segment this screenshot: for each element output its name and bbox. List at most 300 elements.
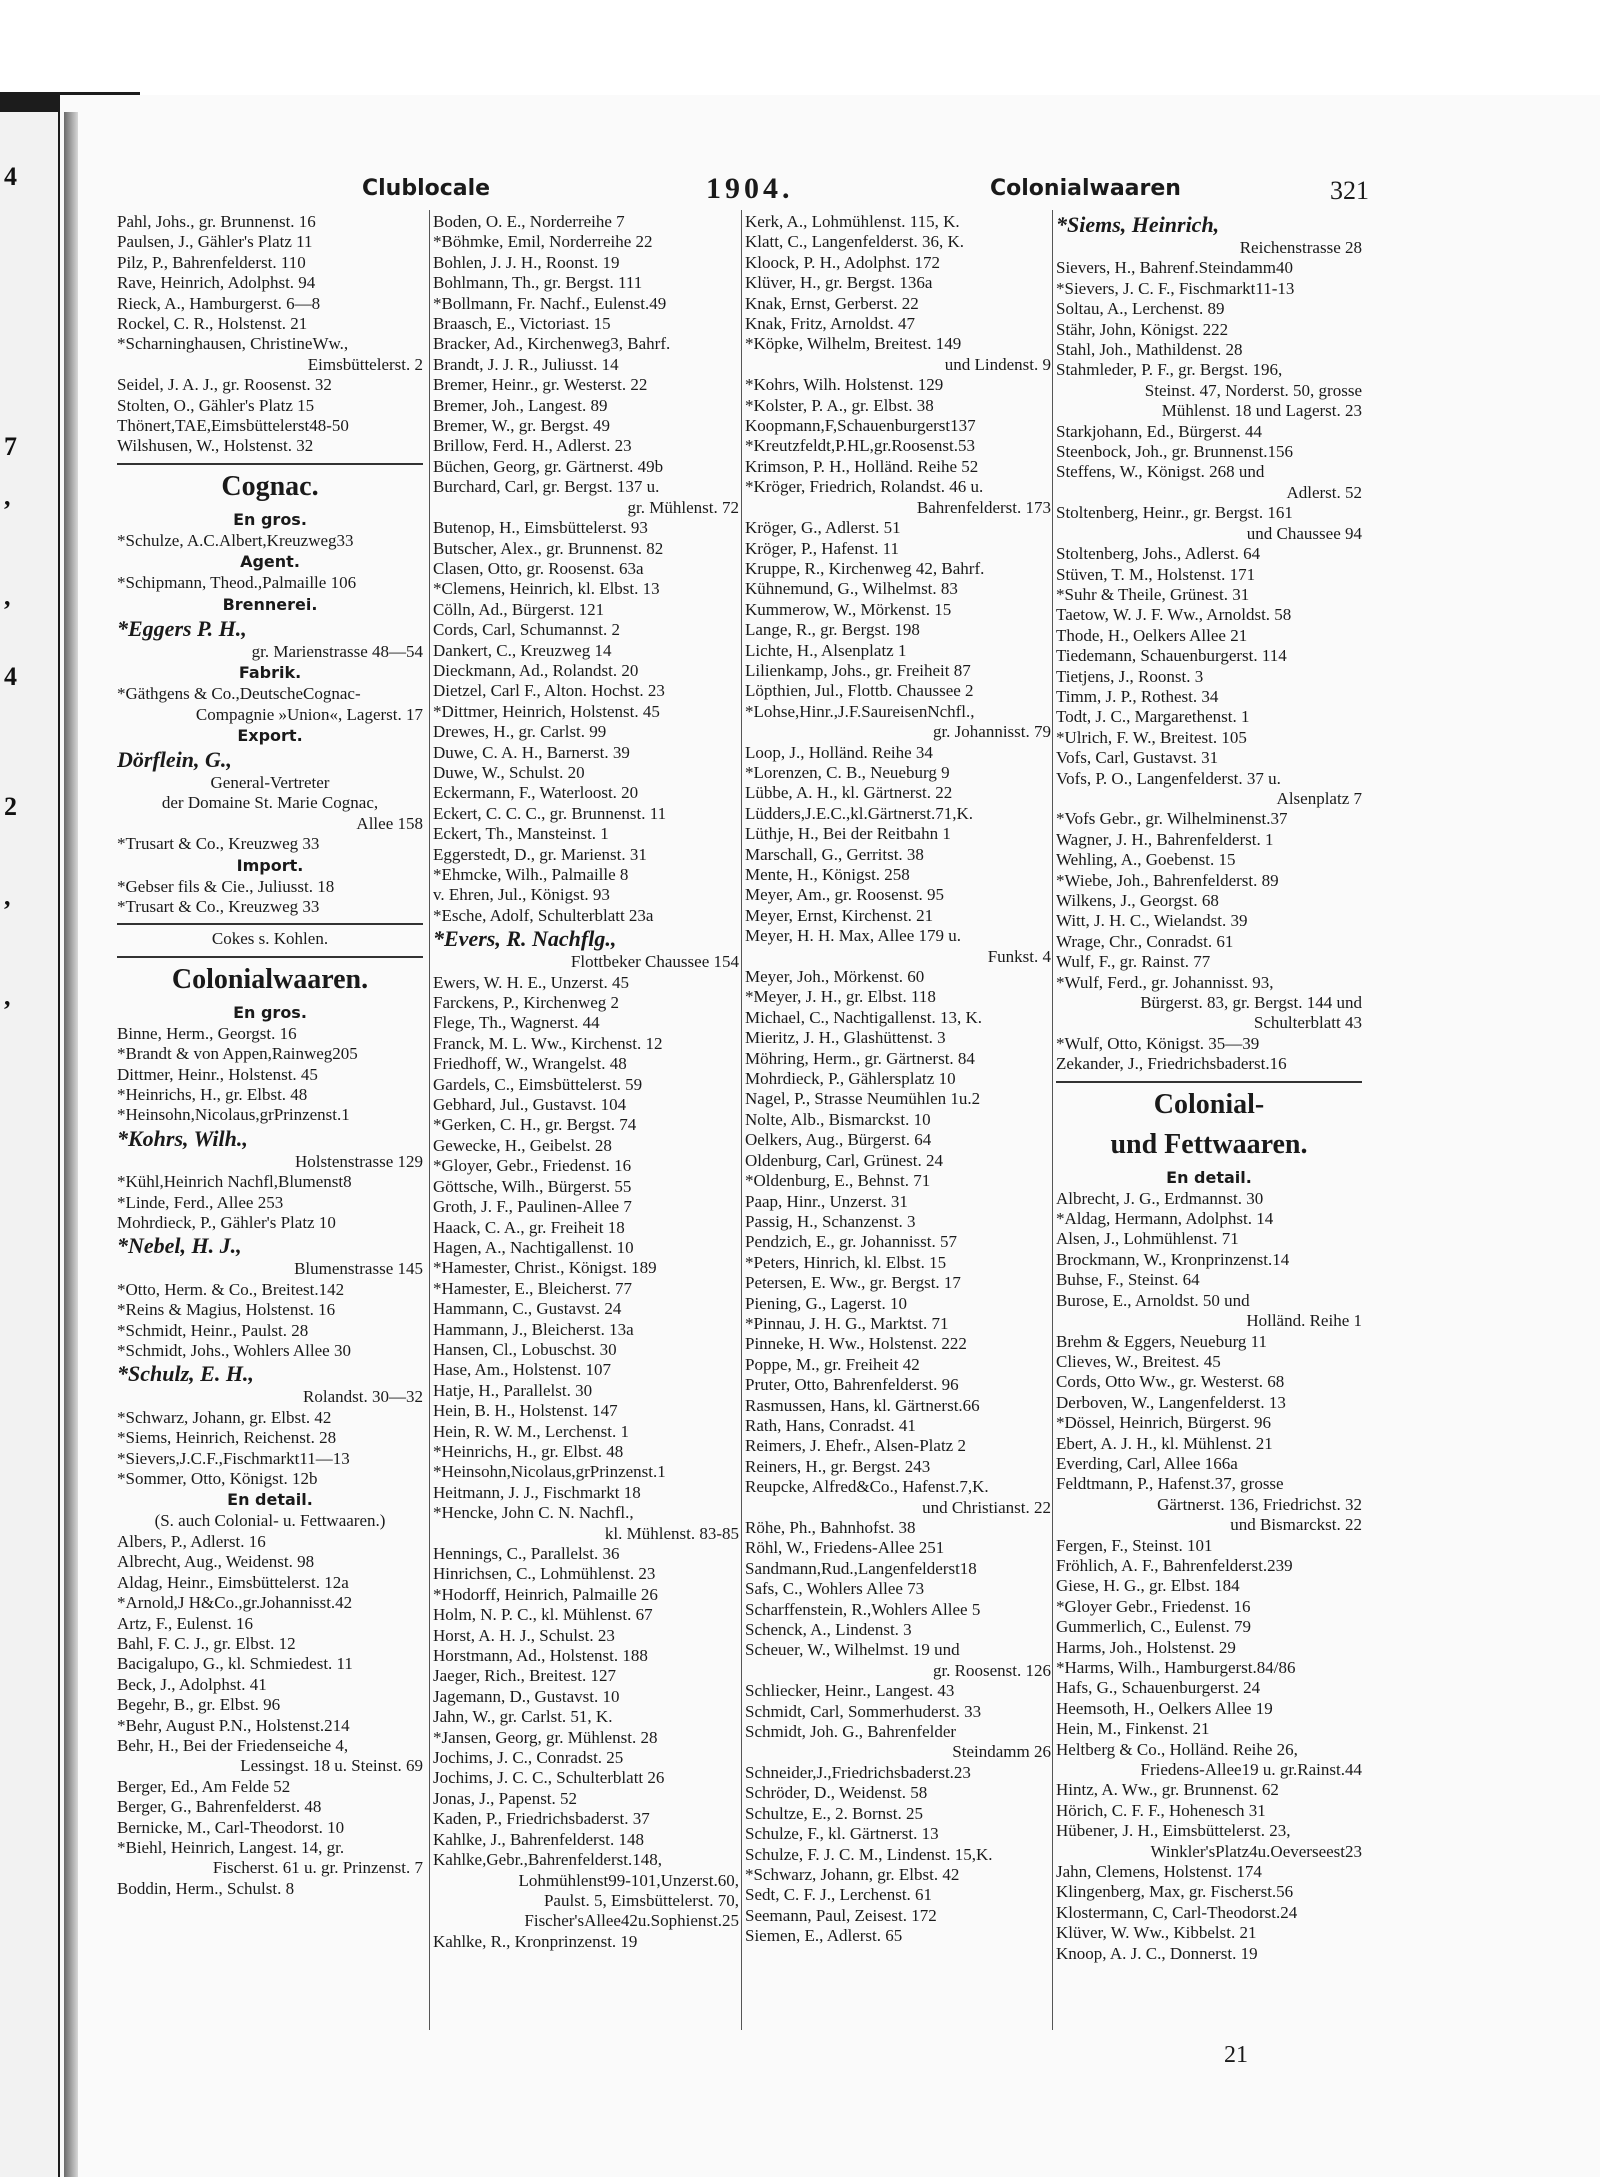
section-rule [117,923,423,925]
entry: Heltberg & Co., Holländ. Reihe 26, [1056,1739,1298,1759]
entry: *Aldag, Hermann, Adolphst. 14 [1056,1209,1274,1229]
entry: Loop, J., Holländ. Reihe 34 [745,742,933,762]
entry: Everding, Carl, Allee 166a [1056,1453,1238,1473]
entry: Kahlke, R., Kronprinzenst. 19 [433,1931,638,1951]
entry: Reupcke, Alfred&Co., Hafenst.7,K. [745,1477,989,1497]
entry: Sievers, H., Bahrenf.Steindamm40 [1056,258,1294,278]
entry: Schulze, F., kl. Gärtnerst. 13 [745,1824,939,1844]
entry: Horstmann, Ad., Holstenst. 188 [433,1646,648,1666]
entry: *Reins & Magius, Holstenst. 16 [117,1300,336,1320]
entry: Hansen, Cl., Lobuschst. 30 [433,1339,617,1359]
facing-page-fragment: , [4,582,11,611]
entry: Albrecht, Aug., Weidenst. 98 [117,1552,315,1572]
entry: Ebert, A. J. H., kl. Mühlenst. 21 [1056,1433,1273,1453]
entry: Wilshusen, W., Holstenst. 32 [117,436,314,456]
header-right: Colonialwaaren [990,176,1181,201]
entry: Röhl, W., Friedens-Allee 251 [745,1538,945,1558]
entry: Jochims, J. C., Conradst. 25 [433,1748,624,1768]
section-heading: Cognac. [221,470,319,502]
entry: Hintz, A. Ww., gr. Brunnenst. 62 [1056,1780,1279,1800]
entry: Clasen, Otto, gr. Roosenst. 63a [433,558,644,578]
featured-firm: Dörflein, G., [117,746,232,772]
entry: *Kröger, Friedrich, Rolandst. 46 u. [745,477,984,497]
entry: Oelkers, Aug., Bürgerst. 64 [745,1130,932,1150]
entry: Pendzich, E., gr. Johannisst. 57 [745,1232,958,1252]
entry: *Wulf, Ferd., gr. Johannisst. 93, [1056,972,1274,992]
entry: Stoltenberg, Johs., Adlerst. 64 [1056,544,1261,564]
entry: Hübener, J. H., Eimsbüttelerst. 23, [1056,1821,1291,1841]
entry: Seemann, Paul, Zeisest. 172 [745,1905,937,1925]
entry: *Schulze, A.C.Albert,Kreuzweg33 [117,530,354,550]
entry: Pahl, Johs., gr. Brunnenst. 16 [117,212,316,231]
entry: Seidel, J. A. J., gr. Roosenst. 32 [117,375,332,395]
entry-continuation: Paulst. 5, Eimsbüttelerst. 70, [543,1890,739,1910]
centered-note: General-Vertreter [210,772,330,792]
entry: *Schmidt, Johs., Wohlers Allee 30 [117,1341,351,1361]
entry: Cords, Otto Ww., gr. Westerst. 68 [1056,1372,1285,1392]
entry: Kröger, P., Hafenst. 11 [745,538,900,558]
entry: Binne, Herm., Georgst. 16 [117,1023,297,1043]
entry: Piening, G., Lagerst. 10 [745,1293,907,1313]
subheading: En gros. [233,509,307,529]
entry: *Meyer, J. H., gr. Elbst. 118 [745,987,936,1007]
subheading: Export. [237,725,303,745]
entry: Rockel, C. R., Holstenst. 21 [117,314,308,334]
entry: Gebhard, Jul., Gustavst. 104 [433,1095,627,1115]
entry: Hein, B. H., Holstenst. 147 [433,1401,618,1421]
entry: Knoop, A. J. C., Donnerst. 19 [1056,1943,1258,1963]
entry: Nolte, Alb., Bismarckst. 10 [745,1109,931,1129]
entry: *Wiebe, Joh., Bahrenfelderst. 89 [1056,870,1279,890]
entry: Eggerstedt, D., gr. Marienst. 31 [433,844,647,864]
entry-continuation: Eimsbüttelerst. 2 [307,354,423,374]
facing-page-fragment: , [4,982,11,1011]
subheading: Agent. [240,552,300,572]
entry: *Oldenburg, E., Behnst. 71 [745,1171,931,1191]
entry: *Brandt & von Appen,Rainweg205 [117,1044,358,1064]
entry-continuation: und Chaussee 94 [1246,523,1362,543]
entry: Gewecke, H., Geibelst. 28 [433,1135,612,1155]
featured-firm: *Eggers P. H., [117,615,247,641]
entry: Röhe, Ph., Bahnhofst. 38 [745,1518,916,1537]
entry: *Hamester, E., Bleicherst. 77 [433,1278,633,1298]
entry: *Heinrichs, H., gr. Elbst. 48 [433,1441,624,1461]
entry: *Bollmann, Fr. Nachf., Eulenst.49 [433,293,667,313]
centered-note: (S. auch Colonial- u. Fettwaaren.) [154,1511,386,1531]
section-heading: Colonial- [1153,1088,1265,1120]
entry: Pinneke, H. Ww., Holstenst. 222 [745,1334,967,1354]
entry: Reiners, H., gr. Bergst. 243 [745,1456,931,1476]
entry-continuation: Steindamm 26 [952,1742,1051,1762]
entry: Haack, C. A., gr. Freiheit 18 [433,1217,625,1237]
entry: Clieves, W., Breitest. 45 [1056,1351,1221,1371]
section-rule [117,956,423,958]
entry: Mohrdieck, P., Gähler's Platz 10 [117,1213,336,1232]
entry: Ewers, W. H. E., Unzerst. 45 [433,972,629,992]
entry-continuation: Allee 158 [356,813,423,833]
entry: Butenop, H., Eimsbüttelerst. 93 [433,518,648,538]
entry: Fröhlich, A. F., Bahrenfelderst.239 [1056,1555,1293,1575]
entry: Petersen, E. Ww., gr. Bergst. 17 [745,1273,961,1293]
entry: Bremer, Heinr., gr. Westerst. 22 [433,375,648,395]
entry: Drewes, H., gr. Carlst. 99 [433,722,607,742]
entry: Tietjens, J., Roonst. 3 [1056,666,1204,686]
entry: Bernicke, M., Carl-Theodorst. 10 [117,1817,345,1837]
entry: Kahlke,Gebr.,Bahrenfelderst.148, [433,1850,662,1870]
entry: *Sievers, J. C. F., Fischmarkt11-13 [1056,278,1295,298]
entry-continuation: Funkst. 4 [987,946,1051,966]
entry: *Lorenzen, C. B., Neueburg 9 [745,762,950,782]
page-gutter [64,112,78,2177]
column-divider [429,210,430,2030]
entry: Duwe, C. A. H., Barnerst. 39 [433,742,630,762]
entry: Stahl, Joh., Mathildenst. 28 [1056,340,1243,360]
entry: Wehling, A., Goebenst. 15 [1056,850,1236,870]
entry: Bahl, F. C. J., gr. Elbst. 12 [117,1633,296,1653]
entry: Soltau, A., Lerchenst. 89 [1056,299,1225,319]
entry: *Lohse,Hinr.,J.F.SaureisenNchfl., [745,701,975,721]
entry: *Heinsohn,Nicolaus,grPrinzenst.1 [433,1462,666,1482]
entry: Brockmann, W., Kronprinzenst.14 [1056,1249,1290,1269]
entry: Groth, J. F., Paulinen-Allee 7 [433,1197,632,1217]
entry: *Kühl,Heinrich Nachfl,Blumenst8 [117,1172,352,1192]
entry: Behr, H., Bei der Friedenseiche 4, [117,1735,349,1755]
entry: Hammann, J., Bleicherst. 13a [433,1319,634,1339]
entry-continuation: Fischerst. 61 u. gr. Prinzenst. 7 [212,1858,423,1878]
entry: *Hencke, John C. N. Nachfl., [433,1503,634,1523]
entry: Kummerow, W., Mörkenst. 15 [745,599,952,619]
entry: Schneider,J.,Friedrichsbaderst.23 [745,1762,971,1782]
entry: Lichte, H., Alsenplatz 1 [745,640,907,660]
entry: *Siems, Heinrich, Reichenst. 28 [117,1428,337,1448]
entry: Hafs, G., Schauenburgerst. 24 [1056,1678,1261,1698]
entry: *Trusart & Co., Kreuzweg 33 [117,896,320,916]
entry: Kaden, P., Friedrichsbaderst. 37 [433,1809,650,1829]
entry: Hennings, C., Parallelst. 36 [433,1544,620,1563]
entry: Friedhoff, W., Wrangelst. 48 [433,1054,627,1074]
entry: Horst, A. H. J., Schulst. 23 [433,1625,615,1645]
subheading: Brennerei. [222,594,318,614]
featured-firm: *Evers, R. Nachflg., [433,926,617,952]
entry: Begehr, B., gr. Elbst. 96 [117,1695,281,1715]
entry: Duwe, W., Schulst. 20 [433,762,585,782]
entry-continuation: Alsenplatz 7 [1276,788,1362,808]
facing-page-edge [0,112,58,2177]
entry: Kruppe, R., Kirchenweg 42, Bahrf. [745,558,985,578]
entry: Mente, H., Königst. 258 [745,865,910,884]
column-1 [117,212,423,1899]
entry: Brillow, Ferd. H., Adlerst. 23 [433,436,632,456]
facing-page-fragment: 4 [4,662,17,691]
entry: Lübbe, A. H., kl. Gärtnerst. 22 [745,783,953,803]
entry: Vofs, P. O., Langenfelderst. 37 u. [1056,768,1281,788]
entry-continuation: Winkler'sPlatz4u.Oeverseest23 [1150,1841,1362,1861]
running-header [110,172,1369,210]
entry: Harms, Joh., Holstenst. 29 [1056,1637,1236,1657]
entry: Löpthien, Jul., Flottb. Chaussee 2 [745,681,974,701]
entry: Berger, G., Bahrenfelderst. 48 [117,1797,322,1817]
entry: Wilkens, J., Georgst. 68 [1056,891,1219,910]
entry: *Linde, Ferd., Allee 253 [117,1192,284,1212]
entry: Braasch, E., Victoriast. 15 [433,314,611,334]
entry: Burose, E., Arnoldst. 50 und [1056,1290,1250,1310]
entry: *Böhmke, Emil, Norderreihe 22 [433,232,653,252]
entry: Kloock, P. H., Adolphst. 172 [745,252,941,272]
entry: Buhse, F., Steinst. 64 [1056,1270,1200,1290]
entry: Kerk, A., Lohmühlenst. 115, K. [745,212,960,231]
entry: Derboven, W., Langenfelderst. 13 [1056,1392,1286,1412]
entry: *Gloyer, Gebr., Friedenst. 16 [433,1156,632,1176]
entry-continuation: Flottbeker Chaussee 154 [570,952,739,972]
entry-continuation: Fischer'sAllee42u.Sophienst.25 [524,1911,739,1931]
entry: *Peters, Hinrich, kl. Elbst. 15 [745,1252,947,1272]
entry: *Sommer, Otto, Königst. 12b [117,1469,318,1489]
entry: Meyer, Am., gr. Roosenst. 95 [745,885,945,905]
entry: *Vofs Gebr., gr. Wilhelminenst.37 [1056,809,1288,829]
entry-continuation: Adlerst. 52 [1286,482,1362,502]
entry: Boden, O. E., Norderreihe 7 [433,212,625,231]
page-number: 321 [1330,176,1369,205]
entry: Stoltenberg, Heinr., gr. Bergst. 161 [1056,503,1293,523]
entry: Cölln, Ad., Bürgerst. 121 [433,599,605,619]
entry: Hatje, H., Parallelst. 30 [433,1380,593,1400]
entry-continuation: und Christianst. 22 [922,1497,1051,1517]
entry: *Sievers,J.C.F.,Fischmarkt11—13 [117,1448,350,1468]
entry: *Suhr & Theile, Grünest. 31 [1056,584,1250,604]
entry: Büchen, Georg, gr. Gärtnerst. 49b [433,456,664,476]
entry-continuation: Friedens-Allee19 u. gr.Rainst.44 [1140,1760,1362,1780]
entry: Artz, F., Eulenst. 16 [117,1613,254,1633]
entry: *Arnold,J H&Co.,gr.Johannisst.42 [117,1593,353,1613]
entry: Marschall, G., Gerritst. 38 [745,844,924,864]
entry: Schliecker, Heinr., Langest. 43 [745,1681,955,1701]
entry: *Hamester, Christ., Königst. 189 [433,1258,657,1278]
entry: Hagen, A., Nachtigallenst. 10 [433,1237,634,1257]
entry: Heemsoth, H., Oelkers Allee 19 [1056,1698,1273,1718]
entry: Steffens, W., Königst. 268 und [1056,462,1265,482]
entry: Stolten, O., Gähler's Platz 15 [117,395,315,415]
entry: Aldag, Heinr., Eimsbüttelerst. 12a [117,1572,349,1592]
entry: Meyer, Joh., Mörkenst. 60 [745,967,925,987]
entry: Hase, Am., Holstenst. 107 [433,1360,612,1380]
entry: *Köpke, Wilhelm, Breitest. 149 [745,334,962,354]
entry: Jagemann, D., Gustavst. 10 [433,1686,620,1706]
entry: Jaeger, Rich., Breitest. 127 [433,1666,616,1686]
entry: Kröger, G., Adlerst. 51 [745,518,901,538]
featured-firm: *Schulz, E. H., [117,1361,254,1387]
featured-firm: *Kohrs, Wilh., [117,1125,248,1151]
entry: *Heinsohn,Nicolaus,grPrinzenst.1 [117,1105,350,1125]
entry: Farckens, P., Kirchenweg 2 [433,993,620,1013]
entry: Paap, Hinr., Unzerst. 31 [745,1191,908,1211]
entry: Thode, H., Oelkers Allee 21 [1056,625,1248,645]
facing-page-fragment: 2 [4,792,17,821]
entry: Rieck, A., Hamburgerst. 6—8 [117,293,321,313]
entry: Jonas, J., Papenst. 52 [433,1788,578,1808]
facing-page-fragment: 7 [4,432,17,461]
entry: *Esche, Adolf, Schulterblatt 23a [433,905,654,925]
entry: Dietzel, Carl F., Alton. Hochst. 23 [433,681,665,701]
entry: Witt, J. H. C., Wielandst. 39 [1056,911,1248,931]
entry: *Behr, August P.N., Holstenst.214 [117,1715,350,1735]
entry: Boddin, Herm., Schulst. 8 [117,1878,295,1898]
entry-continuation: Rolandst. 30—32 [303,1387,423,1407]
entry: Safs, C., Wohlers Allee 73 [745,1579,925,1599]
entry: Beck, J., Adolphst. 41 [117,1674,267,1694]
entry: Burchard, Carl, gr. Bergst. 137 u. [433,477,660,497]
entry-continuation: Bürgerst. 83, gr. Bergst. 144 und [1140,993,1362,1013]
entry: Berger, Ed., Am Felde 52 [117,1776,291,1796]
entry: Sedt, C. F. J., Lerchenst. 61 [745,1885,933,1905]
entry: Wulf, F., gr. Rainst. 77 [1056,952,1211,972]
entry: Knak, Ernst, Gerberst. 22 [745,293,919,313]
entry: Schröder, D., Weidenst. 58 [745,1783,928,1803]
entry: Mohrdieck, P., Gählersplatz 10 [745,1069,956,1089]
entry: Lüthje, H., Bei der Reitbahn 1 [745,824,951,844]
entry: Pilz, P., Bahrenfelderst. 110 [117,252,306,272]
entry: Dieckmann, Ad., Rolandst. 20 [433,660,639,680]
entry: Nagel, P., Strasse Neumühlen 1u.2 [745,1089,981,1109]
entry: Bremer, W., gr. Bergst. 49 [433,416,611,436]
entry: Lilienkamp, Johs., gr. Freiheit 87 [745,660,971,680]
facing-page-fragment: , [4,482,11,511]
entry: Giese, H. G., gr. Elbst. 184 [1056,1576,1240,1596]
entry: Franck, M. L. Ww., Kirchenst. 12 [433,1033,663,1053]
entry: Schenck, A., Lindenst. 3 [745,1620,912,1640]
entry: Dankert, C., Kreuzweg 14 [433,640,612,660]
entry: Klatt, C., Langenfelderst. 36, K. [745,232,965,252]
entry: Starkjohann, Ed., Bürgerst. 44 [1056,421,1263,441]
entry: Meyer, Ernst, Kirchenst. 21 [745,905,934,925]
entry: Stähr, John, Königst. 222 [1056,319,1229,339]
entry: *Dittmer, Heinrich, Holstenst. 45 [433,701,660,721]
entry: *Schwarz, Johann, gr. Elbst. 42 [745,1864,960,1884]
entry: Albrecht, J. G., Erdmannst. 30 [1056,1188,1264,1208]
entry: Hein, M., Finkenst. 21 [1056,1719,1210,1739]
entry-continuation: Schulterblatt 43 [1253,1013,1362,1033]
entry: Stüven, T. M., Holstenst. 171 [1056,564,1256,584]
entry-continuation: und Bismarckst. 22 [1230,1515,1362,1535]
entry: Siemen, E., Adlerst. 65 [745,1926,903,1946]
entry: Knak, Fritz, Arnoldst. 47 [745,314,915,334]
featured-firm: *Nebel, H. J., [117,1233,242,1259]
entry: Meyer, H. H. Max, Allee 179 u. [745,926,962,946]
column-divider [1052,210,1053,2030]
entry-continuation: Holländ. Reihe 1 [1246,1311,1362,1331]
entry: Hinrichsen, C., Lohmühlenst. 23 [433,1564,656,1584]
entry: Holm, N. P. C., kl. Mühlenst. 67 [433,1605,653,1625]
entry: *Schwarz, Johann, gr. Elbst. 42 [117,1407,332,1427]
entry: Eckermann, F., Waterloost. 20 [433,783,639,803]
entry: Hammann, C., Gustavst. 24 [433,1299,622,1319]
header-year: 1904. [706,172,794,205]
section-heading: Colonialwaaren. [171,963,369,995]
entry: Bracker, Ad., Kirchenweg3, Bahrf. [433,334,671,354]
entry: Vofs, Carl, Gustavst. 31 [1056,748,1219,768]
centered-note: der Domaine St. Marie Cognac, [161,793,379,813]
entry: *Ehmcke, Wilh., Palmaille 8 [433,865,629,884]
footer-signature: 21 [1224,2042,1248,2068]
entry: v. Ehren, Jul., Königst. 93 [433,885,610,905]
entry: Kühnemund, G., Wilhelmst. 83 [745,579,958,599]
entry-continuation: Lessingst. 18 u. Steinst. 69 [240,1756,423,1776]
featured-firm: *Siems, Heinrich, [1056,212,1220,237]
entry: *Wulf, Otto, Königst. 35—39 [1056,1033,1260,1053]
entry: Lüdders,J.E.C.,kl.Gärtnerst.71,K. [745,803,974,823]
entry: Klüver, W. Ww., Kibbelst. 21 [1056,1923,1257,1943]
entry: Jahn, W., gr. Carlst. 51, K. [433,1707,613,1727]
entry: Gummerlich, C., Eulenst. 79 [1056,1617,1252,1637]
entry: Hein, R. W. M., Lerchenst. 1 [433,1421,629,1441]
entry: *Otto, Herm. & Co., Breitest.142 [117,1279,345,1299]
entry-continuation: Compagnie »Union«, Lagerst. 17 [195,704,423,724]
entry: *Gloyer Gebr., Friedenst. 16 [1056,1596,1251,1616]
entry: Reimers, J. Ehefr., Alsen-Platz 2 [745,1436,966,1456]
facing-page-fragment: 4 [4,162,17,191]
entry: Klostermann, C, Carl-Theodorst.24 [1056,1902,1298,1922]
entry: Lange, R., gr. Bergst. 198 [745,620,920,640]
entry-continuation: Steinst. 47, Norderst. 50, grosse [1144,380,1362,400]
entry: Eckert, Th., Mansteinst. 1 [433,824,609,844]
entry: Michael, C., Nachtigallenst. 13, K. [745,1007,983,1027]
entry: Cords, Carl, Schumannst. 2 [433,620,620,640]
facing-page-fragment: , [4,882,11,911]
entry: *Scharninghausen, ChristineWw., [117,334,349,354]
entry: Brehm & Eggers, Neueburg 11 [1056,1331,1268,1351]
entry-continuation: gr. Roosenst. 126 [932,1660,1051,1680]
subheading: En detail. [1166,1167,1252,1187]
entry: *Trusart & Co., Kreuzweg 33 [117,834,320,854]
entry: Klingenberg, Max, gr. Fischerst.56 [1056,1882,1294,1902]
entry: Scheuer, W., Wilhelmst. 19 und [745,1640,960,1660]
entry: *Dössel, Heinrich, Bürgerst. 96 [1056,1413,1271,1433]
entry: Heitmann, J. J., Fischmarkt 18 [433,1482,641,1502]
entry: Scharffenstein, R.,Wohlers Allee 5 [745,1599,981,1619]
entry: Steenbock, Joh., gr. Brunnenst.156 [1056,442,1294,462]
entry: *Schipmann, Theod.,Palmaille 106 [117,573,357,593]
entry: Albers, P., Adlerst. 16 [117,1531,266,1551]
entry-continuation: gr. Marienstrasse 48—54 [251,641,423,661]
entry: Timm, J. P., Rothest. 34 [1056,686,1219,706]
entry: Oldenburg, Carl, Grünest. 24 [745,1150,943,1170]
section-heading: und Fettwaaren. [1110,1128,1308,1160]
column-2 [433,212,739,1952]
header-left: Clublocale [362,176,491,201]
entry: Poppe, M., gr. Freiheit 42 [745,1354,920,1374]
entry: Hörich, C. F. F., Hohenesch 31 [1056,1800,1266,1820]
entry-continuation: Lohmühlenst99-101,Unzerst.60, [518,1870,739,1890]
entry-continuation: Mühlenst. 18 und Lagerst. 23 [1161,401,1362,421]
entry: Fergen, F., Steinst. 101 [1056,1535,1213,1555]
entry: Schultze, E., 2. Bornst. 25 [745,1803,924,1823]
entry: Jochims, J. C. C., Schulterblatt 26 [433,1768,665,1788]
entry: Dittmer, Heinr., Holstenst. 45 [117,1064,318,1084]
entry: Klüver, H., gr. Bergst. 136a [745,273,933,293]
entry: Gardels, C., Eimsbüttelerst. 59 [433,1074,643,1094]
entry: Jahn, Clemens, Holstenst. 174 [1056,1862,1262,1882]
entry: *Kohrs, Wilh. Holstenst. 129 [745,375,944,395]
entry: Sandmann,Rud.,Langenfelderst18 [745,1558,977,1578]
entry: *Ulrich, F. W., Breitest. 105 [1056,727,1247,747]
entry: Bacigalupo, G., kl. Schmiedest. 11 [117,1654,353,1674]
entry: *Biehl, Heinrich, Langest. 14, gr. [117,1837,345,1857]
entry-continuation: gr. Mühlenst. 72 [627,497,739,517]
section-rule [1056,1081,1362,1083]
entry: Passig, H., Schanzenst. 3 [745,1211,916,1231]
entry: Thönert,TAE,Eimsbüttelerst48-50 [117,416,349,436]
entry: Rasmussen, Hans, kl. Gärtnerst.66 [745,1395,980,1415]
entry-continuation: gr. Johannisst. 79 [932,722,1051,742]
